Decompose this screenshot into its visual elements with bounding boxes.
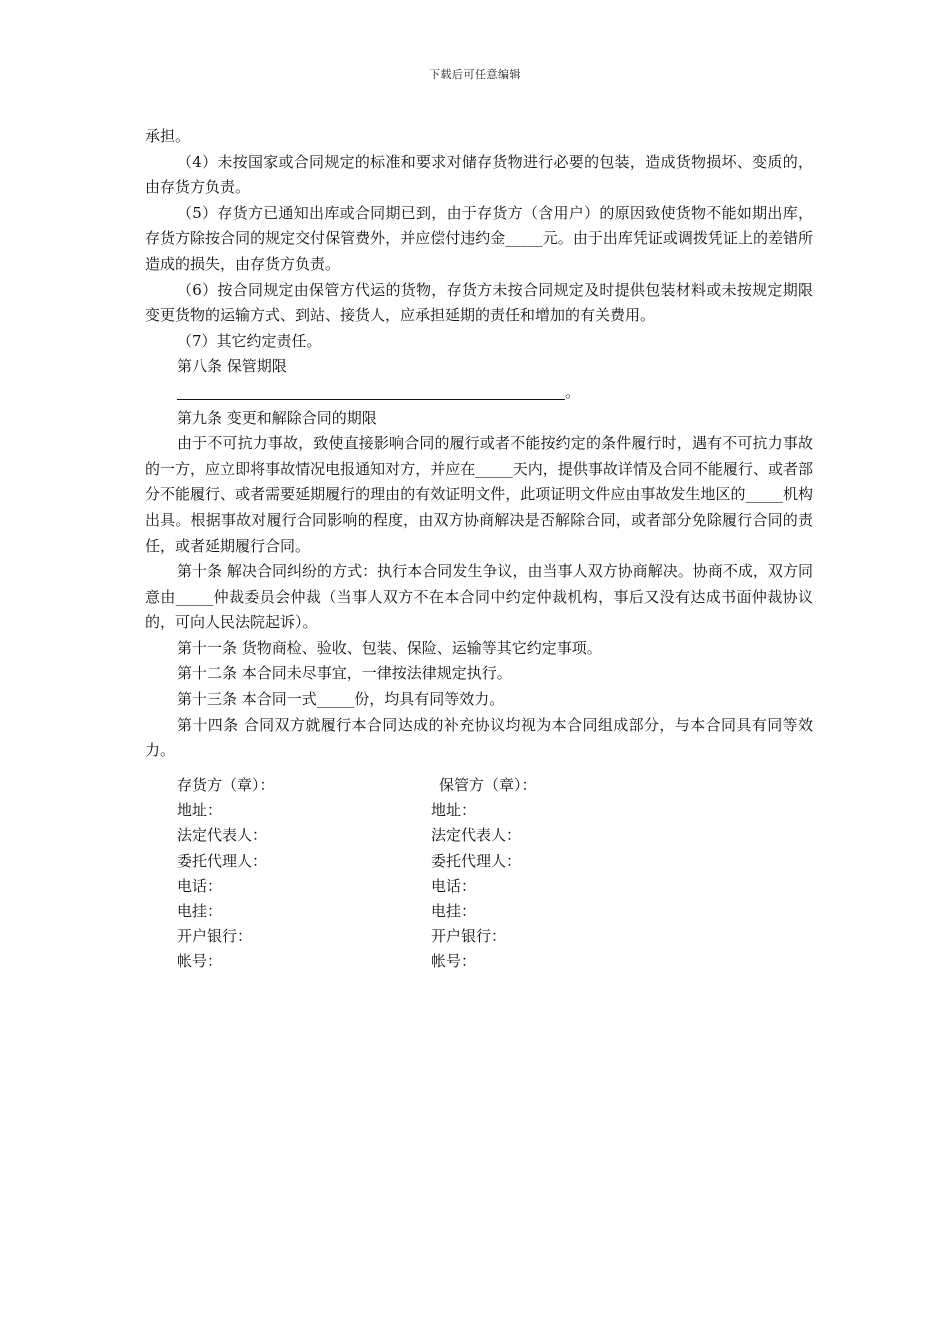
custodian-seal-label: 保管方（章）： — [439, 776, 537, 794]
article-8-heading: 第八条 保管期限 — [177, 357, 287, 376]
clause-item-5: （5）存货方已通知出库或合同期已到，由于存货方（含用户）的原因致使货物不能如期出库，存货方除按合同的规定交付保管费外，并应偿付违约金_____元。由于出库凭证或调拨凭证上的差错所造成的损失，由存货方负责。 — [145, 203, 813, 273]
depositor-telegram-label: 电挂： — [177, 901, 223, 920]
custodian-bank-label: 开户银行： — [431, 927, 507, 946]
signature-row — [145, 798, 813, 823]
signature-block — [145, 773, 813, 975]
article-9-heading: 第九条 变更和解除合同的期限 — [177, 408, 377, 427]
custodian-agent-label: 委托代理人： — [431, 851, 522, 870]
depositor-bank-label: 开户银行： — [177, 927, 253, 946]
depositor-phone-label: 电话： — [177, 876, 223, 895]
clause-item-6: （6）按合同规定由保管方代运的货物，存货方未按合同规定及时提供包装材料或未按规定期限变更货物的运输方式、到站、接货人，应承担延期的责任和增加的有关费用。 — [145, 280, 813, 325]
clause-item-7: （7）其它约定责任。 — [177, 331, 322, 350]
signature-row — [145, 849, 813, 874]
depositor-seal-label: 存货方（章）： — [177, 776, 275, 794]
paragraph-continuation: 承担。 — [145, 127, 191, 145]
depositor-address-label: 地址： — [177, 801, 223, 820]
signature-row — [145, 949, 813, 974]
custodian-phone-label: 电话： — [431, 876, 477, 895]
signature-row — [145, 773, 813, 798]
signature-row — [145, 823, 813, 848]
depositor-account-label: 帐号： — [177, 952, 223, 971]
article-10: 第十条 解决合同纠纷的方式：执行本合同发生争议，由当事人双方协商解决。协商不成，双方同意由_____仲裁委员会仲裁（当事人双方不在本合同中约定仲裁机构，事后又没有达成书面仲裁协议的，可向人民法院起诉）。 — [145, 562, 813, 632]
blank-underline — [177, 381, 565, 400]
depositor-agent-label: 委托代理人： — [177, 851, 268, 870]
signature-row — [145, 874, 813, 899]
article-13: 第十三条 本合同一式_____份，均具有同等效力。 — [177, 690, 505, 709]
custodian-telegram-label: 电挂： — [431, 901, 477, 920]
article-9-body: 由于不可抗力事故，致使直接影响合同的履行或者不能按约定的条件履行时，遇有不可抗力事故的一方，应立即将事故情况电报通知对方，并应在_____天内，提供事故详情及合同不能履行、或者部分不能履行、或者需要延期履行的理由的有效证明文件，此项证明文件应由事故发生地区的_____机构出具。根据事故对履行合同影响的程度，由双方协商解决是否解除合同，或者部分免除履行合同的责任，或者延期履行合同。 — [145, 434, 813, 555]
article-12: 第十二条 本合同未尽事宜，一律按法律规定执行。 — [177, 664, 512, 683]
clause-item-4: （4）未按国家或合同规定的标准和要求对储存货物进行必要的包装，造成货物损坏、变质的，由存货方负责。 — [145, 152, 813, 197]
blank-end-mark: 。 — [565, 382, 581, 401]
storage-period-blank — [177, 380, 813, 406]
article-14: 第十四条 合同双方就履行本合同达成的补充协议均视为本合同组成部分，与本合同具有同等效力。 — [145, 715, 813, 760]
depositor-legal-rep-label: 法定代表人： — [177, 826, 268, 845]
signature-row — [145, 899, 813, 924]
article-11: 第十一条 货物商检、验收、包装、保险、运输等其它约定事项。 — [177, 638, 602, 657]
custodian-legal-rep-label: 法定代表人： — [431, 826, 522, 845]
signature-row — [145, 924, 813, 949]
custodian-account-label: 帐号： — [431, 952, 477, 971]
page-header: 下载后可任意编辑 — [429, 68, 521, 81]
contract-body — [145, 124, 813, 764]
custodian-address-label: 地址： — [431, 801, 477, 820]
